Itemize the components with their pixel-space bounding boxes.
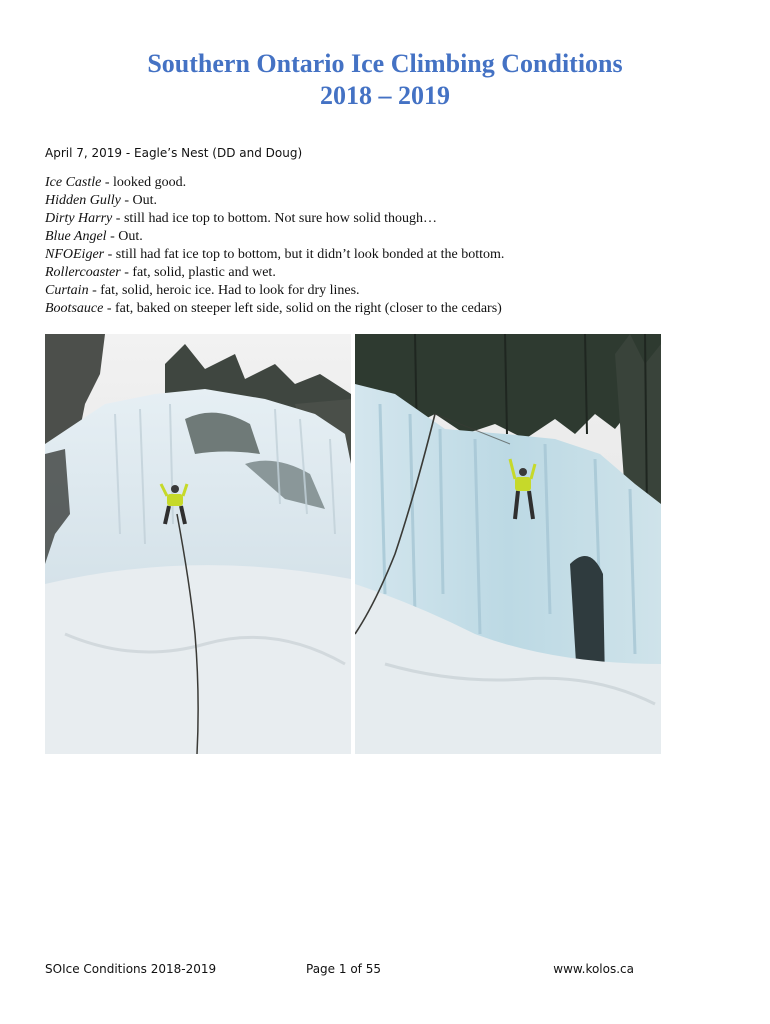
route-note: - looked good. [101,175,187,190]
route-item [45,174,504,192]
route-name: Curtain [45,283,89,298]
document-title [0,48,770,112]
route-name: Blue Angel [45,229,107,244]
entry-date-line: April 7, 2019 - Eagle’s Nest (DD and Doug) [45,146,303,160]
title-line-1: Southern Ontario Ice Climbing Conditions [147,49,623,78]
title-line-2: 2018 – 2019 [320,81,450,110]
route-name: Ice Castle [45,175,102,190]
route-note: - Out. [120,193,157,208]
ice-climb-photo-left [45,334,351,754]
route-item [45,264,504,282]
route-name: Hidden Gully [45,193,121,208]
route-item [45,246,504,264]
route-item [45,210,504,228]
footer-page-number: Page 1 of 55 [306,962,381,976]
route-name: Rollercoaster [45,265,121,280]
route-item [45,300,504,318]
route-item [45,282,504,300]
route-name: Bootsauce [45,301,104,316]
route-item [45,192,504,210]
route-note: - fat, solid, heroic ice. Had to look for dry lines. [88,283,360,298]
route-conditions-list [45,174,504,318]
route-name: Dirty Harry [45,211,113,226]
route-note: - fat, baked on steeper left side, solid on the right (closer to the cedars) [103,301,502,316]
route-name: NFOEiger [45,247,105,262]
route-note: - Out. [106,229,143,244]
photo-ice-climber-right [355,334,661,754]
route-note: - still had ice top to bottom. Not sure how solid though… [112,211,437,226]
route-note: - fat, solid, plastic and wet. [120,265,276,280]
route-item [45,228,504,246]
footer-website-link[interactable]: www.kolos.ca [553,962,634,976]
footer-document-name: SOIce Conditions 2018-2019 [45,962,217,976]
route-note: - still had fat ice top to bottom, but it didn’t look bonded at the bottom. [104,247,505,262]
photo-ice-climber-left [45,334,351,754]
ice-climb-photo-right [355,334,661,754]
